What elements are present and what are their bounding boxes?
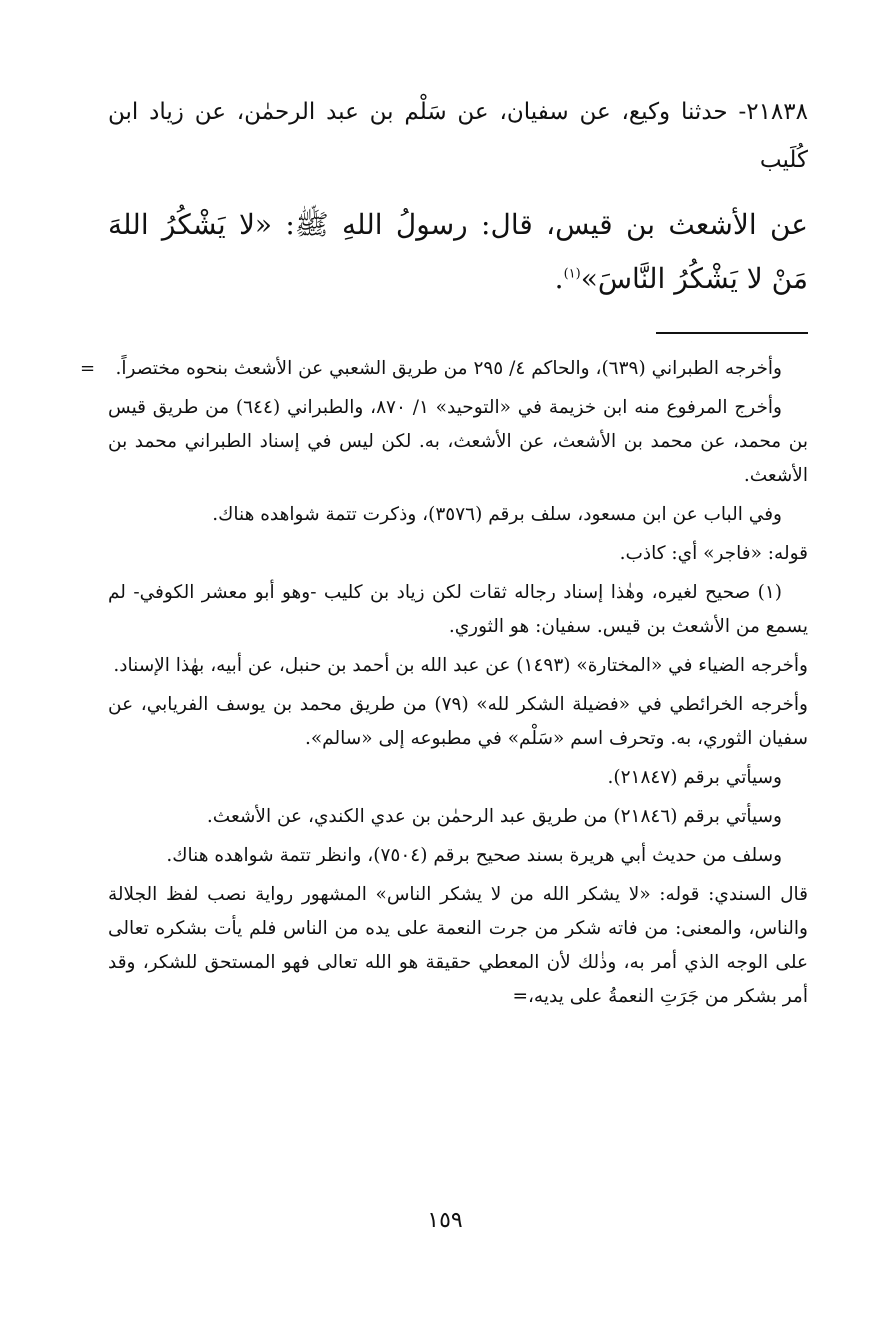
footnote-text: وأخرجه الطبراني (٦٣٩)، والحاكم ٤/ ٢٩٥ من طريق الشعبي عن الأشعث بنحوه مختصراً. — [115, 358, 782, 379]
footnote-paragraph: قوله: «فاجر» أي: كاذب. — [619, 543, 808, 564]
footnote-paragraph: قال السندي: قوله: «لا يشكر الله من لا يشكر الناس» المشهور رواية نصب لفظ الجلالة والناس، والمعنى: من فاته شكر من جرت النعمة على يده من الناس فلم يأت بشكره تعالى على الوجه الذي أمر به، وذٰلك لأن المعطي حقيقة هو الله تعالى فهو المستحق للشكر، وقد أمر بشكر من جَرَتِ النعمةُ على يديه،= — [108, 884, 808, 1007]
footnote-ref: (١) — [563, 266, 581, 282]
hadith-isnad: ٢١٨٣٨- حدثنا وكيع، عن سفيان، عن سَلْم بن عبد الرحمٰن، عن زياد ابن كُلَيب — [108, 99, 808, 173]
footnote-paragraph: وأخرج المرفوع منه ابن خزيمة في «التوحيد» ١/ ٨٧٠، والطبراني (٦٤٤) من طريق قيس بن محمد، عن محمد بن الأشعث، عن الأشعث، به. لكن ليس في إسناد الطبراني محمد بن الأشعث. — [108, 397, 808, 486]
hadith-matn: عن الأشعث بن قيس، قال: رسولُ اللهِ ﷺ: «لا يَشْكُرُ اللهَ مَنْ لا يَشْكُرُ النَّاسَ»$^{(١)}$. — [108, 208, 808, 295]
footnote-divider — [656, 332, 808, 334]
continuation-marker: = — [80, 358, 96, 379]
footnote-paragraph: وفي الباب عن ابن مسعود، سلف برقم (٣٥٧٦)، وذكرت تتمة شواهده هناك. — [212, 504, 782, 525]
footnote-paragraph: وأخرجه الخرائطي في «فضيلة الشكر لله» (٧٩) من طريق محمد بن يوسف الفريابي، عن سفيان الثوري، به. وتحرف اسم «سَلْم» في مطبوعه إلى «سالم». — [108, 694, 808, 749]
footnote-paragraph: وأخرجه الضياء في «المختارة» (١٤٩٣) عن عبد الله بن أحمد بن حنبل، عن أبيه، بهٰذا الإسناد. — [113, 655, 808, 676]
footnote-paragraph: وسيأتي برقم (٢١٨٤٧). — [607, 767, 782, 788]
page-body — [80, 88, 808, 1019]
footnotes-section — [80, 352, 808, 1014]
page-number: ١٥٩ — [427, 1208, 463, 1233]
footnote-paragraph: وسيأتي برقم (٢١٨٤٦) من طريق عبد الرحمٰن بن عدي الكندي، عن الأشعث. — [206, 806, 782, 827]
footnote-paragraph: (١) صحيح لغيره، وهٰذا إسناد رجاله ثقات لكن زياد بن كليب -وهو أبو معشر الكوفي- لم يسمع من الأشعث بن قيس. سفيان: هو الثوري. — [108, 582, 808, 637]
footnote-paragraph — [80, 352, 808, 386]
hadith-matn-text: عن الأشعث بن قيس، قال: رسولُ اللهِ ﷺ: «لا يَشْكُرُ اللهَ مَنْ لا يَشْكُرُ النَّاسَ» — [108, 208, 808, 295]
footnote-paragraph: وسلف من حديث أبي هريرة بسند صحيح برقم (٧٥٠٤)، وانظر تتمة شواهده هناك. — [166, 845, 782, 866]
